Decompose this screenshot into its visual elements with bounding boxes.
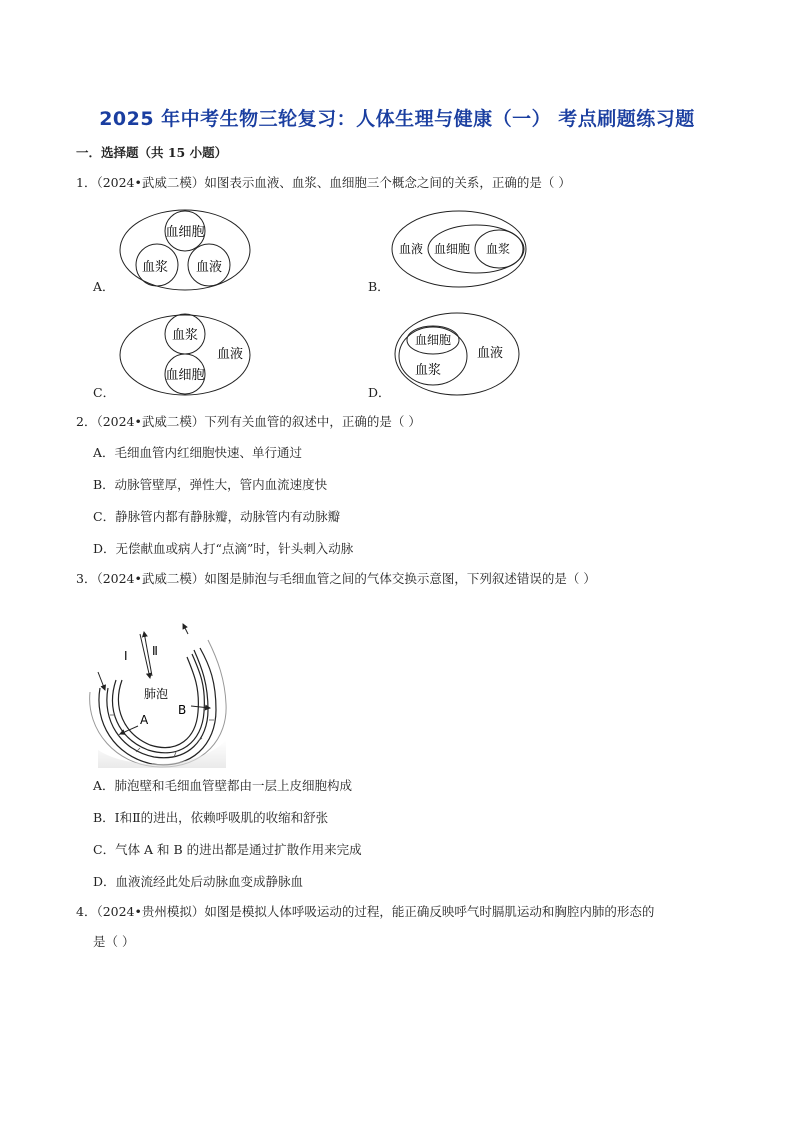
question-3-stem: 3．（2024•武威二模）如图是肺泡与毛细血管之间的气体交换示意图，下列叙述错误的是（ ） bbox=[76, 571, 596, 586]
label-plasma: 血浆 bbox=[485, 242, 511, 256]
label-blood-cell: 血细胞 bbox=[414, 333, 452, 347]
label-plasma: 血浆 bbox=[171, 328, 199, 343]
label-gas-a: A bbox=[140, 713, 149, 727]
q1-diagram-d bbox=[393, 311, 523, 397]
q1-diagram-b bbox=[390, 208, 530, 292]
q1-option-d-label[interactable]: D． bbox=[368, 385, 391, 400]
label-plasma: 血浆 bbox=[141, 260, 169, 275]
label-plasma: 血浆 bbox=[414, 363, 442, 378]
q3-option-d[interactable]: D．血液流经此处后动脉血变成静脉血 bbox=[93, 874, 304, 889]
label-blood: 血液 bbox=[398, 242, 424, 256]
q2-option-b[interactable]: B．动脉管壁厚，弹性大，管内血流速度快 bbox=[93, 477, 328, 492]
q1-diagram-c bbox=[118, 312, 252, 398]
label-blood-cell: 血细胞 bbox=[433, 242, 471, 256]
q3-option-c[interactable]: C．气体 A 和 B 的进出都是通过扩散作用来完成 bbox=[93, 842, 362, 857]
q3-option-b[interactable]: B．Ⅰ和Ⅱ的进出，依赖呼吸肌的收缩和舒张 bbox=[93, 810, 329, 825]
q1-option-a-label[interactable]: A． bbox=[93, 279, 115, 294]
label-roman-1: Ⅰ bbox=[124, 649, 128, 663]
label-roman-2: Ⅱ bbox=[152, 644, 158, 658]
question-2-stem: 2．（2024•武威二模）下列有关血管的叙述中，正确的是（ ） bbox=[76, 414, 421, 429]
label-alveolus: 肺泡 bbox=[144, 687, 169, 701]
question-1-stem: 1．（2024•武威二模）如图表示血液、血浆、血细胞三个概念之间的关系，正确的是（ ） bbox=[76, 175, 571, 190]
label-blood: 血液 bbox=[216, 347, 244, 362]
q2-option-a[interactable]: A．毛细血管内红细胞快速、单行通过 bbox=[93, 445, 303, 460]
label-blood-cell: 血细胞 bbox=[165, 368, 205, 383]
section-heading: 一．选择题（共 15 小题） bbox=[76, 145, 228, 160]
question-4-stem-cont: 是（ ） bbox=[93, 934, 135, 949]
q2-option-c[interactable]: C．静脉管内都有静脉瓣，动脉管内有动脉瓣 bbox=[93, 509, 341, 524]
q2-option-d[interactable]: D．无偿献血或病人打“点滴”时，针头刺入动脉 bbox=[93, 541, 354, 556]
page-title: 2025 年中考生物三轮复习：人体生理与健康（一） 考点刷题练习题 bbox=[99, 108, 695, 130]
q1-option-b-label[interactable]: B． bbox=[368, 279, 390, 294]
q3-option-a[interactable]: A．肺泡壁和毛细血管壁都由一层上皮细胞构成 bbox=[93, 778, 353, 793]
label-blood: 血液 bbox=[195, 260, 223, 275]
question-4-stem: 4．（2024•贵州模拟）如图是模拟人体呼吸运动的过程，能正确反映呼气时膈肌运动和胸腔内肺的形态的 bbox=[76, 904, 655, 919]
label-blood: 血液 bbox=[476, 346, 504, 361]
label-blood-cell: 血细胞 bbox=[165, 225, 205, 240]
alveolus-capillary-diagram bbox=[88, 620, 236, 768]
q1-diagram-a bbox=[118, 207, 252, 293]
label-gas-b: B bbox=[178, 703, 187, 717]
q1-option-c-label[interactable]: C． bbox=[93, 385, 116, 400]
